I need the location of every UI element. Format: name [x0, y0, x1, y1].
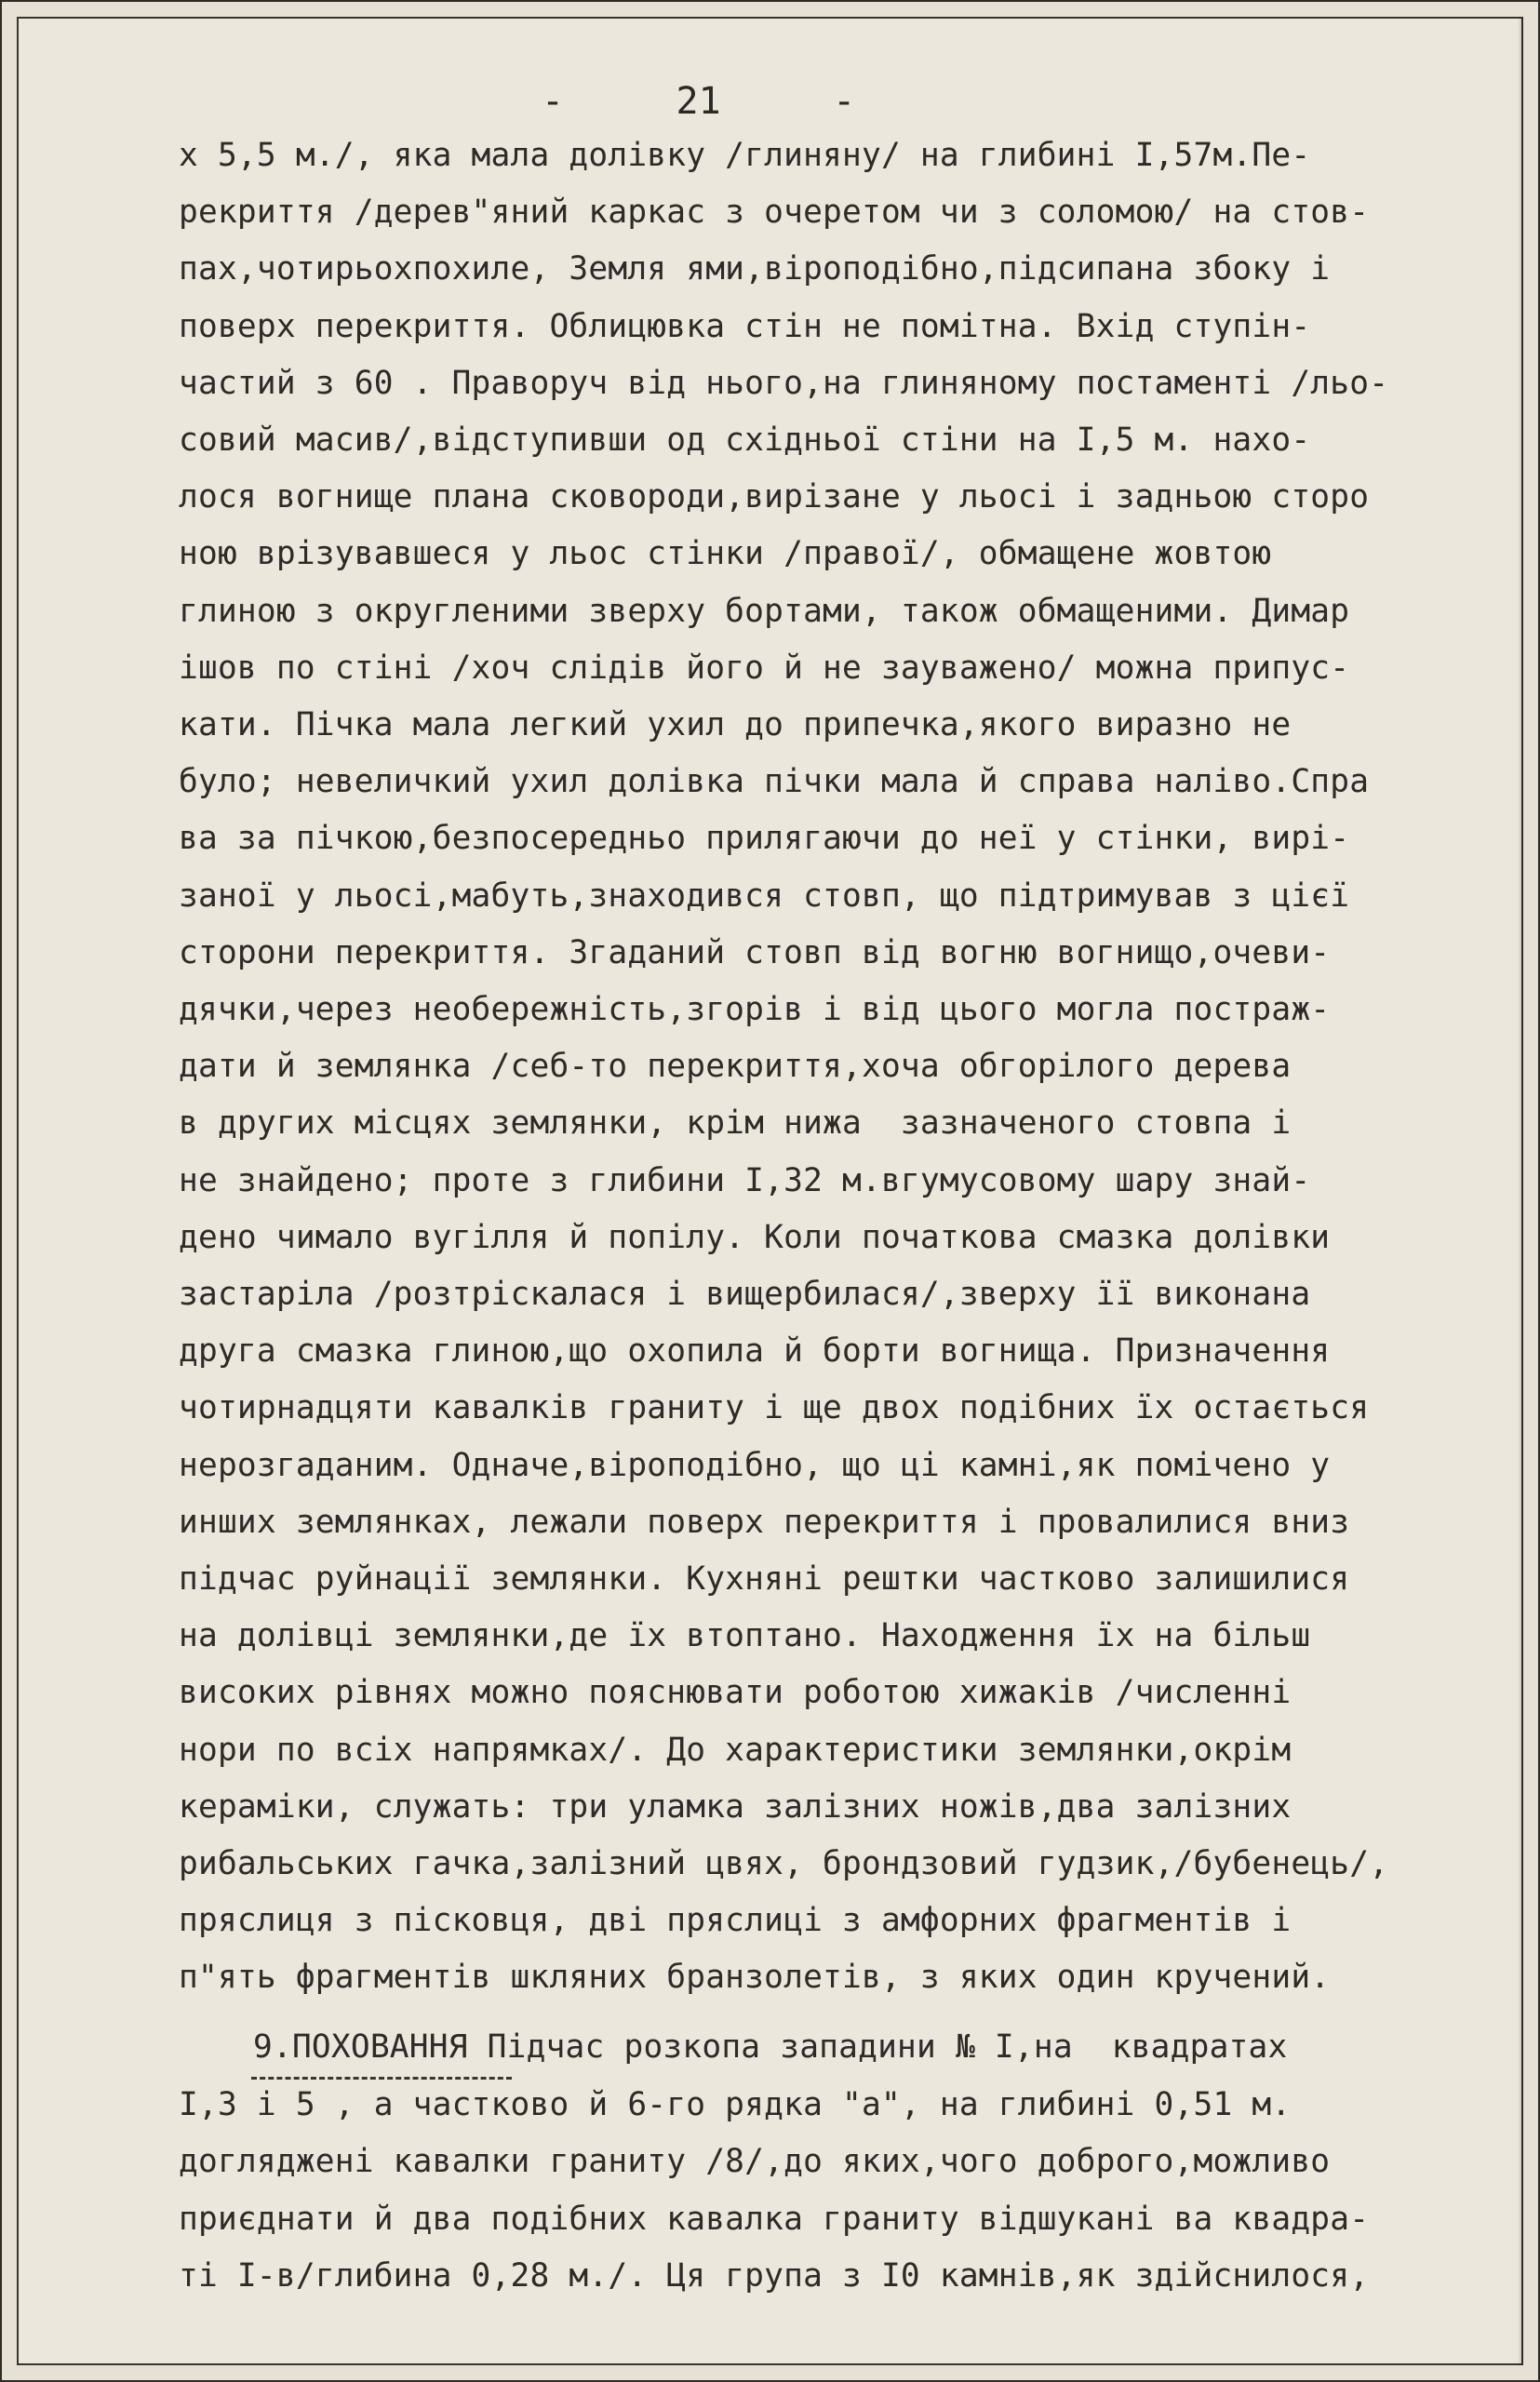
text-line: було; невеличкий ухил долівка пічки мала й справа наліво.Спра [179, 763, 1370, 801]
section-text-line: приєднати й два подібних кавалка граниту відшукані ва квадра- [179, 2200, 1370, 2238]
text-line: глиною з округленими зверху бортами, також обмащеними. Димар [179, 592, 1350, 630]
page-edge-shadow [1518, 17, 1523, 2365]
text-line: сторони перекриття. Згаданий стовп від вогню вогнищо,очеви- [179, 933, 1331, 971]
text-line: підчас руйнації землянки. Кухняні рештки частково залишилися [179, 1560, 1350, 1598]
text-line: чотирнадцяти кавалків граниту і ще двох подібних їх остається [179, 1389, 1370, 1427]
text-line: кати. Пічка мала легкий ухил до припечка,якого виразно не [179, 706, 1292, 743]
text-line: рекриття /дерев"яний каркас з очеретом чи з соломою/ на стов- [179, 194, 1370, 232]
text-line: х 5,5 м./, яка мала долівку /глиняну/ на глибині І,57м.Пе- [179, 137, 1311, 174]
section-title: ПОХОВАННЯ [291, 2028, 468, 2066]
text-line: нерозгаданим. Одначе,віроподібно, що ці камні,як помічено у [179, 1446, 1331, 1484]
section-title-underline [251, 2077, 512, 2080]
text-line: частий з 60 . Праворуч від нього,на глиняному постаменті /льо- [179, 364, 1389, 402]
text-line: совий масив/,відступивши од східньої стіни на І,5 м. нахо- [179, 422, 1311, 459]
text-line: пряслиця з пісковця, дві пряслиці з амфорних фрагментів і [179, 1902, 1292, 1940]
text-line: високих рівнях можно пояснювати роботою хижаків /численні [179, 1674, 1292, 1712]
text-line: на долівці землянки,де їх втоптано. Находження їх на більш [179, 1617, 1311, 1655]
page-number: - 21 - [542, 80, 856, 123]
section-text-line: ті І-в/глибина 0,28 м./. Ця група з І0 камнів,як здійснилося, [179, 2257, 1370, 2295]
text-line: дати й землянка /себ-то перекриття,хоча обгорілого дерева [179, 1048, 1292, 1086]
text-line: не знайдено; проте з глибини І,32 м.вгумусовому шару знай- [179, 1161, 1311, 1199]
section-text-line: І,3 і 5 , а частково й 6-го рядка "а", на глибині 0,51 м. [179, 2085, 1292, 2123]
text-line: лося вогнище плана сковороди,вирізане у льосі і задньою сторо [179, 478, 1370, 516]
text-line: пах,чотирьохпохиле, Земля ями,віроподібно,підсипана збоку і [179, 250, 1331, 288]
text-line: ною врізувавшеся у льос стінки /правої/, обмащене жовтою [179, 535, 1272, 573]
text-line: кераміки, служать: три уламка залізних ножів,два залізних [179, 1787, 1292, 1826]
text-line: нори по всіх напрямках/. До характеристики землянки,окрім [179, 1731, 1292, 1769]
text-line: ва за пічкою,безпосередньо прилягаючи до неї у стінки, вирі- [179, 820, 1350, 858]
text-line: заної у льосі,мабуть,знаходився стовп, що підтримував з цієї [179, 877, 1350, 915]
text-line: поверх перекриття. Облицювка стін не помітна. Вхід ступін- [179, 307, 1311, 345]
section-line-text: Підчас розкопа западини № І,на квадратах [467, 2028, 1288, 2066]
text-line: дячки,через необережність,згорів і від цього могла постраж- [179, 991, 1331, 1028]
text-line: инших землянках, лежали поверх перекриття і провалилися вниз [179, 1503, 1350, 1541]
text-line: рибальських гачка,залізний цвях, брондзовий гудзик,/бубенець/, [179, 1845, 1389, 1882]
text-line: ішов по стіні /хоч слідів його й не зауважено/ можна припус- [179, 649, 1350, 687]
text-line: п"ять фрагментів шкляних бранзолетів, з яких один кручений. [179, 1959, 1331, 1997]
text-line: друга смазка глиною,що охопила й борти вогнища. Призначення [179, 1332, 1331, 1371]
section-text-line: догляджені кавалки граниту /8/,до яких,чого доброго,можливо [179, 2143, 1331, 2180]
section-number: 9. [253, 2028, 292, 2066]
text-line: застаріла /розтріскалася і вищербилася/,зверху її виконана [179, 1276, 1311, 1313]
section-first-line [253, 2028, 1287, 2066]
text-line: дено чимало вугілля й попілу. Коли початкова смазка долівки [179, 1218, 1331, 1256]
text-line: в других місцях землянки, крім нижа зазначеного стовпа і [179, 1104, 1292, 1143]
